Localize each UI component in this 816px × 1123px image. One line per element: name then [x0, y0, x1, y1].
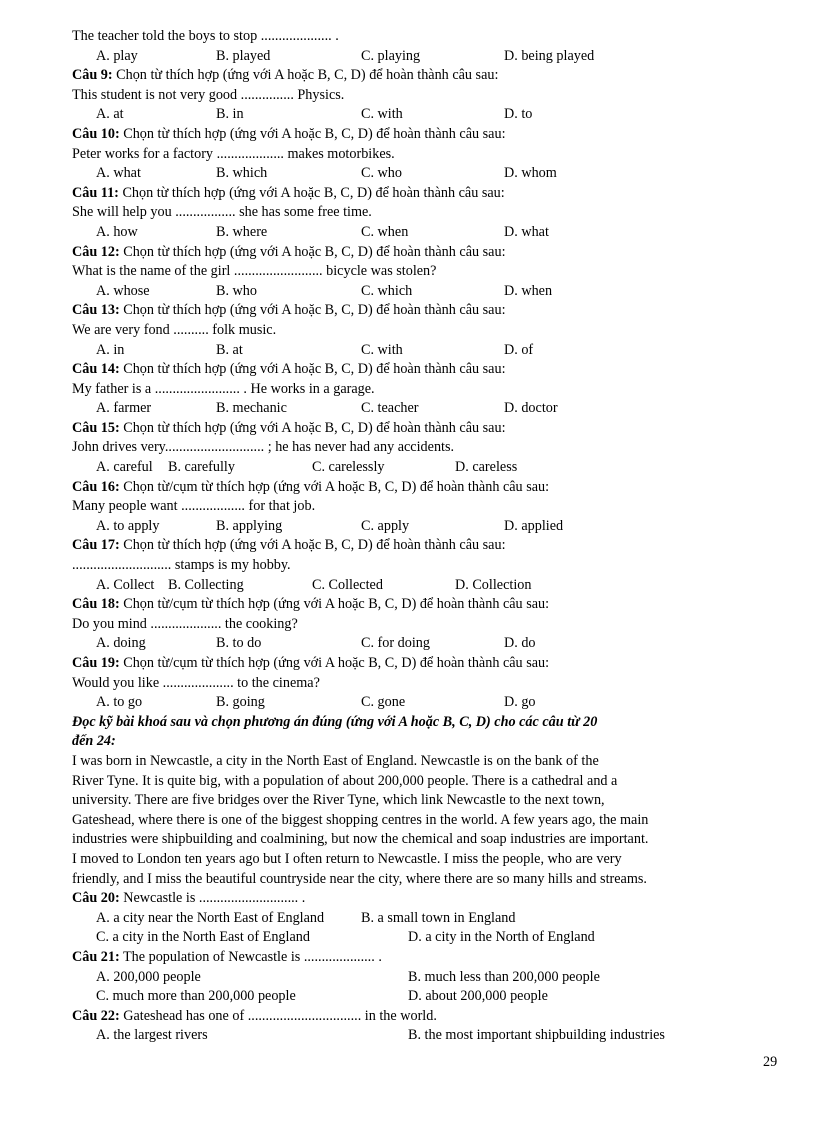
option-b: B. a small town in England [361, 909, 516, 926]
question-number: Câu 13: [72, 302, 120, 319]
reading-passage [72, 752, 732, 889]
reading-instructions [72, 713, 732, 752]
option-a: A. doing [96, 635, 146, 652]
stem-text: The population of Newcastle is .................... . [119, 948, 382, 965]
question-number: Câu 18: [72, 596, 120, 613]
answer-options [72, 282, 732, 302]
option-c: C. with [361, 106, 403, 123]
option-c: C. carelessly [312, 459, 385, 476]
option-d: D. Collection [455, 576, 532, 593]
option-a: A. 200,000 people [96, 968, 201, 985]
option-a: A. a city near the North East of England [96, 909, 325, 926]
question-number: Câu 12: [72, 243, 120, 260]
option-c: C. much more than 200,000 people [96, 988, 296, 1005]
option-b: B. the most important shipbuilding industries [408, 1027, 665, 1044]
option-d: D. applied [504, 517, 564, 534]
question-instruction [72, 419, 732, 439]
instruction-text: Chọn từ thích hợp (ứng với A hoặc B, C, D) để hoàn thành câu sau: [119, 361, 506, 378]
option-a: A. play [96, 47, 138, 64]
option-d: D. do [504, 635, 536, 652]
option-a: A. at [96, 106, 124, 123]
instruction-text: Chọn từ thích hợp (ứng với A hoặc B, C, D) để hoàn thành câu sau: [112, 67, 499, 84]
option-c: C. apply [361, 517, 410, 534]
passage-line: River Tyne. It is quite big, with a population of about 200,000 people. There is a cathedral and a [72, 772, 618, 789]
question-instruction [72, 66, 732, 86]
page-number: 29 [763, 1054, 778, 1070]
option-d: D. doctor [504, 400, 558, 417]
answer-options [72, 576, 732, 596]
instruction-text: Chọn từ thích hợp (ứng với A hoặc B, C, D) để hoàn thành câu sau: [119, 537, 506, 554]
question-sentence: Do you mind .................... the cooking? [72, 615, 298, 632]
instruction-text: Chọn từ/cụm từ thích hợp (ứng với A hoặc B, C, D) để hoàn thành câu sau: [119, 655, 550, 671]
option-d: D. what [504, 223, 549, 240]
question-sentence: She will help you ................. she has some free time. [72, 204, 372, 221]
option-c: C. playing [361, 47, 421, 64]
question-instruction [72, 360, 732, 380]
option-d: D. of [504, 341, 534, 358]
passage-line: friendly, and I miss the beautiful countryside near the city, where there are so many hills and streams. [72, 870, 647, 887]
option-a: A. the largest rivers [96, 1027, 208, 1044]
question-instruction [72, 301, 732, 321]
question-sentence: What is the name of the girl ......................... bicycle was stolen? [72, 263, 437, 280]
answer-options [72, 1026, 732, 1046]
question-number: Câu 21: [72, 948, 120, 965]
question-instruction [72, 595, 732, 615]
question-number: Câu 20: [72, 890, 120, 907]
option-d: D. a city in the North of England [408, 929, 595, 946]
answer-options [72, 517, 732, 537]
option-c: C. Collected [312, 576, 383, 593]
option-a: A. whose [96, 282, 150, 299]
answer-options [72, 105, 732, 125]
option-b: B. in [216, 106, 244, 123]
exam-page [72, 27, 732, 1046]
option-b: B. applying [216, 517, 283, 534]
answer-options [72, 987, 732, 1007]
question-number: Câu 15: [72, 419, 120, 436]
answer-options [72, 223, 732, 243]
option-a: A. how [96, 223, 138, 240]
answer-options [72, 47, 732, 67]
passage-line: university. There are five bridges over the River Tyne, which link Newcastle to the next town, [72, 792, 605, 809]
option-c: C. with [361, 341, 403, 358]
question-number: Câu 22: [72, 1007, 120, 1024]
answer-options [72, 341, 732, 361]
question-number: Câu 9: [72, 67, 113, 84]
option-a: A. farmer [96, 400, 152, 417]
answer-options [72, 634, 732, 654]
option-b: B. going [216, 694, 265, 711]
option-b: B. mechanic [216, 400, 287, 417]
instruction-text: Chọn từ thích hợp (ứng với A hoặc B, C, D) để hoàn thành câu sau: [119, 243, 506, 260]
question-stem [72, 1007, 732, 1027]
option-c: C. a city in the North East of England [96, 929, 310, 946]
answer-options [72, 458, 732, 478]
option-b: B. where [216, 223, 268, 240]
question-instruction [72, 243, 732, 263]
answer-options [72, 909, 732, 929]
answer-options [72, 928, 732, 948]
option-c: C. which [361, 282, 413, 299]
option-c: C. when [361, 223, 409, 240]
stem-text: Newcastle is ............................ . [119, 890, 306, 907]
question-number: Câu 16: [72, 478, 120, 495]
question-number: Câu 14: [72, 361, 120, 378]
question-number: Câu 11: [72, 184, 119, 201]
passage-line: I was born in Newcastle, a city in the North East of England. Newcastle is on the bank of the [72, 752, 599, 769]
option-d: D. go [504, 694, 536, 711]
question-sentence: Would you like .................... to the cinema? [72, 674, 320, 691]
instruction-text: Chọn từ/cụm từ thích hợp (ứng với A hoặc B, C, D) để hoàn thành câu sau: [119, 596, 550, 613]
question-stem [72, 889, 732, 909]
question-instruction [72, 478, 732, 498]
question-sentence: John drives very............................ ; he has never had any accidents. [72, 439, 455, 456]
question-sentence: My father is a ........................ . He works in a garage. [72, 380, 375, 397]
option-b: B. carefully [168, 459, 235, 476]
question-instruction [72, 654, 732, 674]
option-c: C. for doing [361, 635, 430, 652]
question-instruction [72, 184, 732, 204]
question-number: Câu 10: [72, 125, 120, 142]
option-a: A. in [96, 341, 125, 358]
option-b: B. at [216, 341, 243, 358]
question-list [72, 66, 732, 713]
reading-heading-line: Đọc kỹ bài khoá sau và chọn phương án đúng (ứng với A hoặc B, C, D) cho các câu từ 20 [72, 713, 598, 730]
answer-options [72, 693, 732, 713]
option-b: B. Collecting [168, 576, 244, 593]
question-sentence: The teacher told the boys to stop .................... . [72, 28, 339, 44]
question-sentence: We are very fond .......... folk music. [72, 321, 277, 338]
option-a: A. Collect [96, 576, 155, 593]
answer-options [72, 164, 732, 184]
instruction-text: Chọn từ thích hợp (ứng với A hoặc B, C, D) để hoàn thành câu sau: [119, 419, 506, 436]
option-d: D. about 200,000 people [408, 988, 548, 1005]
question-sentence: Peter works for a factory ................... makes motorbikes. [72, 145, 395, 162]
instruction-text: Chọn từ thích hợp (ứng với A hoặc B, C, D) để hoàn thành câu sau: [119, 302, 506, 319]
option-c: C. teacher [361, 400, 419, 417]
option-d: D. careless [455, 459, 518, 476]
passage-line: I moved to London ten years ago but I often return to Newcastle. I miss the people, who are very [72, 850, 622, 867]
instruction-text: Chọn từ thích hợp (ứng với A hoặc B, C, D) để hoàn thành câu sau: [118, 184, 505, 201]
option-c: C. who [361, 165, 402, 182]
option-d: D. to [504, 106, 533, 123]
option-a: A. careful [96, 459, 153, 476]
answer-options [72, 399, 732, 419]
question-sentence: ............................ stamps is my hobby. [72, 557, 291, 574]
option-a: A. to apply [96, 517, 160, 534]
reading-heading-line: đến 24: [72, 733, 116, 750]
option-a: A. what [96, 165, 141, 182]
option-d: D. being played [504, 47, 595, 64]
option-d: D. when [504, 282, 553, 299]
stem-text: Gateshead has one of ................................ in the world. [119, 1007, 437, 1024]
instruction-text: Chọn từ/cụm từ thích hợp (ứng với A hoặc B, C, D) để hoàn thành câu sau: [119, 478, 550, 495]
question-stem [72, 948, 732, 968]
question-number: Câu 17: [72, 537, 120, 554]
passage-line: industries were shipbuilding and coalmining, but now the chemical and soap industries are important. [72, 831, 649, 848]
option-b: B. who [216, 282, 257, 299]
question-number: Câu 19: [72, 655, 120, 671]
option-b: B. much less than 200,000 people [408, 968, 600, 985]
question-sentence: Many people want .................. for that job. [72, 498, 316, 515]
instruction-text: Chọn từ thích hợp (ứng với A hoặc B, C, D) để hoàn thành câu sau: [119, 125, 506, 142]
option-a: A. to go [96, 694, 143, 711]
question-instruction [72, 125, 732, 145]
option-b: B. which [216, 165, 268, 182]
option-d: D. whom [504, 165, 557, 182]
option-c: C. gone [361, 694, 406, 711]
passage-line: Gateshead, where there is one of the biggest shopping centres in the world. A few years ago, the main [72, 811, 649, 828]
answer-options [72, 968, 732, 988]
question-instruction [72, 536, 732, 556]
option-b: B. played [216, 47, 271, 64]
reading-question-list [72, 889, 732, 1046]
question-sentence: This student is not very good ............... Physics. [72, 86, 345, 103]
option-b: B. to do [216, 635, 262, 652]
